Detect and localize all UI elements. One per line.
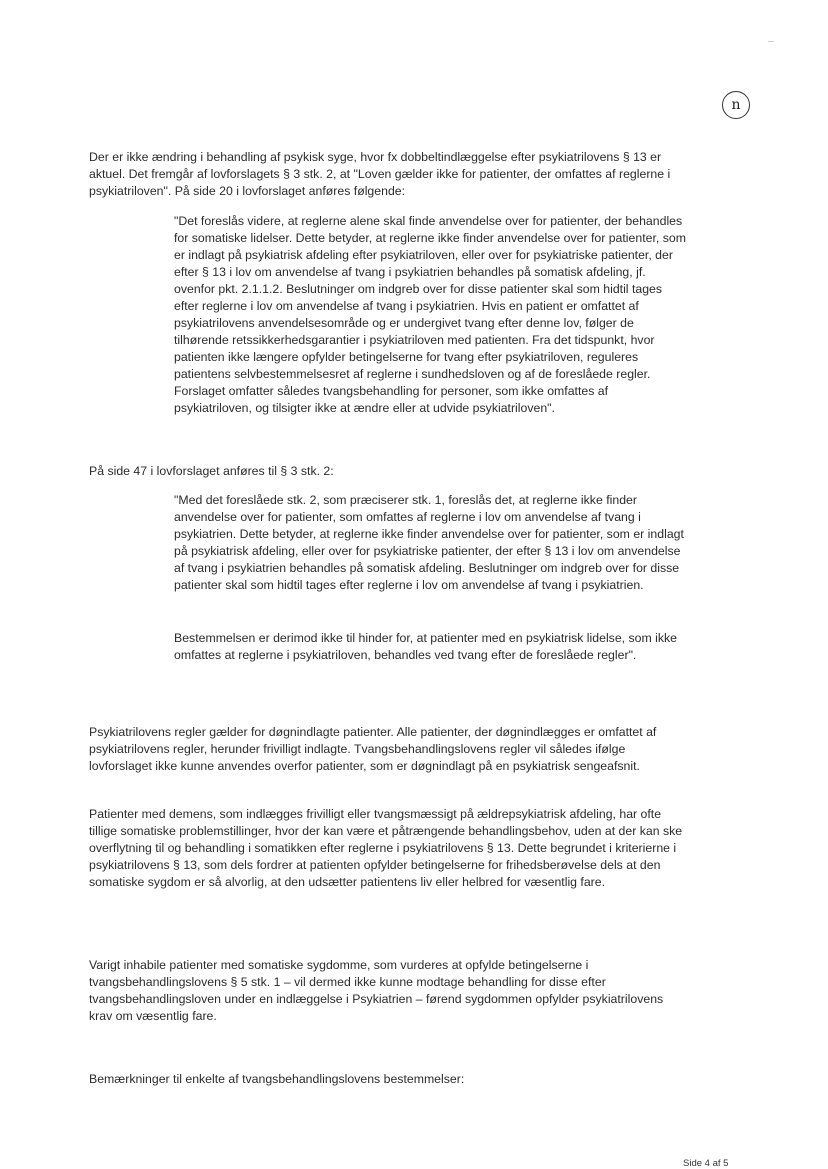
section-heading-remarks: Bemærkninger til enkelte af tvangsbehandlingslovens bestemmelser:	[89, 1072, 465, 1086]
scan-mark	[768, 41, 774, 42]
paragraph-page-47: På side 47 i lovforslaget anføres til § 3 stk. 2:	[89, 464, 334, 478]
quote-page-47-b: Bestemmelsen er derimod ikke til hinder for, at patienter med en psykiatrisk lidelse, som ikke omfattes at reglerne i psykiatriloven, behandles ved tvang efter de foreslåede regler".	[174, 631, 678, 662]
paragraph-psychiatry-rules: Psykiatrilovens regler gælder for døgnindlagte patienter. Alle patienter, der døgnindlægges er omfattet af psykiatrilovens regler, herunder frivilligt indlagte. Tvangsbehandlingslovens regler vil således ifølge lovforslaget ikke kunne anvendes overfor patienter, som er døgnindlagt på en psykiatrisk sengeafsnit.	[89, 725, 657, 773]
logo-icon: n	[722, 91, 750, 119]
paragraph-dementia: Patienter med demens, som indlægges frivilligt eller tvangsmæssigt på ældrepsykiatrisk afdeling, har ofte tillige somatiske problemstillinger, hvor der kan være et påtrængende behandlingsbehov, uden at der kan ske overflytning til og behandling i somatikken efter reglerne i psykiatrilovens § 13. Dette begrundet i kriterierne i psykiatrilovens § 13, som dels fordrer at patienten opfylder betingelserne for frihedsberøvelse dels at den somatiske sygdom er så alvorlig, at den udsætter patientens liv eller helbred for væsentlig fare.	[89, 807, 683, 889]
paragraph-incapable-patients: Varigt inhabile patienter med somatiske sygdomme, som vurderes at opfylde betingelserne i tvangsbehandlingslovens § 5 stk. 1 – vil dermed ikke kunne modtage behandling for disse efter tvangsbehandlingsloven under en indlæggelse i Psykiatrien – førend sygdommen opfylder psykiatrilovens krav om væsentlig fare.	[89, 958, 664, 1023]
quote-page-47-a: "Med det foreslåede stk. 2, som præciserer stk. 1, foreslås det, at reglerne ikke finder anvendelse over for patienter, som omfattes af reglerne i lov om anvendelse af tvang i psykiatrien. Dette betyder, at reglerne ikke finder anvendelse over for patienter, som er indlagt på psykiatrisk afdeling, eller over for psykiatriske patienter, der efter § 13 i lov om anvendelse af tvang i psykiatrien behandles på somatisk afdeling. Beslutninger om indgreb over for disse patienter skal som hidtil tages efter reglerne i lov om anvendelse af tvang i psykiatrien.	[174, 493, 684, 592]
page-number: Side 4 af 5	[683, 1158, 729, 1169]
paragraph-intro: Der er ikke ændring i behandling af psykisk syge, hvor fx dobbeltindlæggelse efter psykiatrilovens § 13 er aktuel. Det fremgår af lovforslagets § 3 stk. 2, at "Loven gælder ikke for patienter, der omfattes af reglerne i psykiatriloven". På side 20 i lovforslaget anføres følgende:	[89, 150, 671, 198]
quote-page-20: "Det foreslås videre, at reglerne alene skal finde anvendelse over for patienter, der behandles for somatiske lidelser. Dette betyder, at reglerne ikke finder anvendelse over for patienter, som er indlagt på psykiatrisk afdeling efter psykiatriloven, eller over for psykiatriske patienter, der efter § 13 i lov om anvendelse af tvang i psykiatrien behandles på somatisk afdeling, jf. ovenfor pkt. 2.1.1.2. Beslutninger om indgreb over for disse patienter skal som hidtil tages efter reglerne i lov om anvendelse af tvang i psykiatrien. Hvis en patient er omfattet af psykiatrilovens anvendelsesområde og er undergivet tvang efter denne lov, følger de tilhørende retssikkerhedsgarantier i psykiatriloven med patienten. Fra det tidspunkt, hvor patienten ikke længere opfylder betingelserne for tvang efter psykiatriloven, reguleres patientens selvbestemmelsesret af reglerne i sundhedsloven og af de foreslåede regler. Forslaget omfatter således tvangsbehandling for personer, som ikke omfattes af psykiatriloven, og tilsigter ikke at ændre eller at udvide psykiatriloven".	[174, 214, 686, 415]
